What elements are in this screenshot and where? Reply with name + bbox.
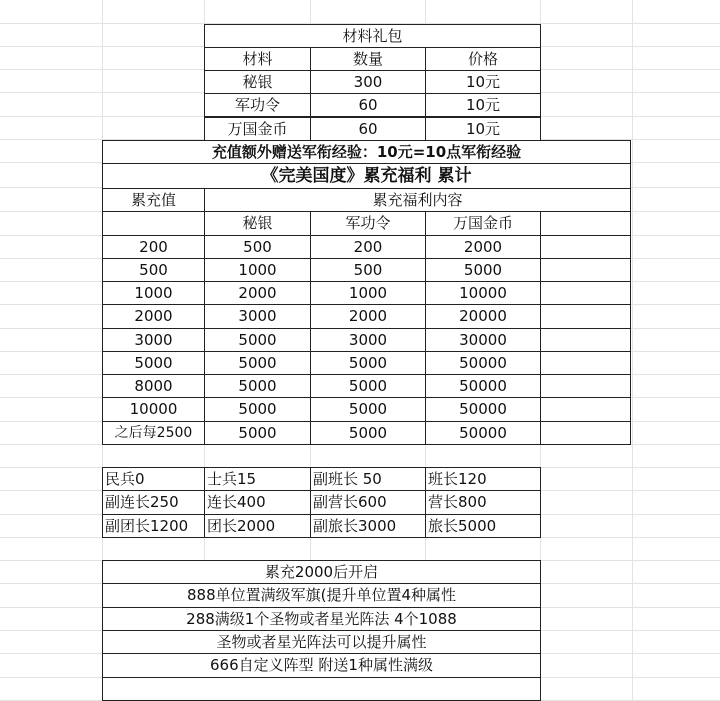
rank-cell: 副旅长3000 [310,514,426,538]
cumulative-row-amount: 3000 [102,328,205,352]
cumulative-row-mithril: 5000 [204,351,311,375]
cumulative-row-mithril: 3000 [204,304,311,329]
cumulative-row-merit: 200 [310,235,426,259]
cumulative-subheader-blank [102,211,205,236]
cumulative-row-coins: 50000 [425,374,541,398]
cumulative-row-mithril: 2000 [204,281,311,305]
cumulative-subheader-extra [540,211,631,236]
unlock-item: 666自定义阵型 附送1种属性满级 [102,653,541,678]
unlock-title: 累充2000后开启 [102,560,541,584]
cumulative-subheader-merit: 军功令 [310,211,426,236]
cumulative-row-merit: 500 [310,258,426,282]
cumulative-row-extra [540,328,631,352]
rank-cell: 连长400 [204,490,311,515]
rank-cell: 团长2000 [204,514,311,538]
cumulative-group-header: 累充福利内容 [204,188,631,212]
cumulative-row-merit: 1000 [310,281,426,305]
cumulative-row-mithril: 5000 [204,397,311,422]
cumulative-row-coins: 50000 [425,397,541,422]
cumulative-row-coins: 30000 [425,328,541,352]
unlock-item: 888单位置满级军旗(提升单位置4种属性 [102,583,541,608]
cumulative-subheader-mithril: 秘银 [204,211,311,236]
cumulative-row-merit: 5000 [310,374,426,398]
gift-pack-row-quantity: 60 [310,117,426,141]
cumulative-row-coins: 50000 [425,421,541,445]
rank-cell: 旅长5000 [425,514,541,538]
cumulative-row-extra [540,421,631,445]
bonus-note: 充值额外赠送军衔经验：10元=10点军衔经验 [102,140,631,164]
cumulative-title: 《完美国度》累充福利 累计 [102,163,631,189]
gift-pack-header-quantity: 数量 [310,47,426,71]
cumulative-row-extra [540,351,631,375]
rank-cell: 班长120 [425,467,541,491]
cumulative-row-coins: 10000 [425,281,541,305]
unlock-item: 圣物或者星光阵法可以提升属性 [102,630,541,654]
gift-pack-row-material: 万国金币 [204,117,311,141]
gift-pack-header-material: 材料 [204,47,311,71]
cumulative-row-amount: 8000 [102,374,205,398]
rank-cell: 士兵15 [204,467,311,491]
cumulative-row-merit: 2000 [310,304,426,329]
cumulative-row-coins: 50000 [425,351,541,375]
cumulative-row-coins: 20000 [425,304,541,329]
cumulative-row-merit: 5000 [310,351,426,375]
rank-cell: 副连长250 [102,490,205,515]
rank-cell: 副团长1200 [102,514,205,538]
cumulative-row-coins: 2000 [425,235,541,259]
gift-pack-row-material: 军功令 [204,93,311,117]
cumulative-row-merit: 5000 [310,397,426,422]
cumulative-row-extra [540,397,631,422]
cumulative-row-mithril: 5000 [204,374,311,398]
cumulative-row-amount: 1000 [102,281,205,305]
cumulative-row-mithril: 5000 [204,328,311,352]
gift-pack-header-price: 价格 [425,47,541,71]
cumulative-row-extra [540,235,631,259]
unlock-item: 288满级1个圣物或者星光阵法 4个1088 [102,607,541,631]
cumulative-row-coins: 5000 [425,258,541,282]
cumulative-row-extra [540,258,631,282]
rank-cell: 副班长 50 [310,467,426,491]
cumulative-row-mithril: 5000 [204,421,311,445]
cumulative-col-header: 累充值 [102,188,205,212]
cumulative-row-extra [540,374,631,398]
cumulative-row-merit: 5000 [310,421,426,445]
cumulative-row-amount: 之后每2500 [102,421,205,445]
cumulative-row-amount: 2000 [102,304,205,329]
cumulative-row-mithril: 500 [204,235,311,259]
gift-pack-row-quantity: 60 [310,93,426,117]
gift-pack-row-quantity: 300 [310,70,426,94]
cumulative-row-extra [540,304,631,329]
cumulative-row-amount: 5000 [102,351,205,375]
gift-pack-title: 材料礼包 [204,24,541,48]
cumulative-row-amount: 200 [102,235,205,259]
gift-pack-row-price: 10元 [425,93,541,117]
cumulative-row-amount: 10000 [102,397,205,422]
cumulative-row-merit: 3000 [310,328,426,352]
cumulative-row-mithril: 1000 [204,258,311,282]
gift-pack-row-price: 10元 [425,70,541,94]
cumulative-subheader-coins: 万国金币 [425,211,541,236]
gift-pack-row-price: 10元 [425,117,541,141]
cumulative-row-amount: 500 [102,258,205,282]
rank-cell: 副营长600 [310,490,426,515]
rank-cell: 民兵0 [102,467,205,491]
unlock-empty-row [102,677,541,701]
gift-pack-row-material: 秘银 [204,70,311,94]
rank-cell: 营长800 [425,490,541,515]
cumulative-row-extra [540,281,631,305]
